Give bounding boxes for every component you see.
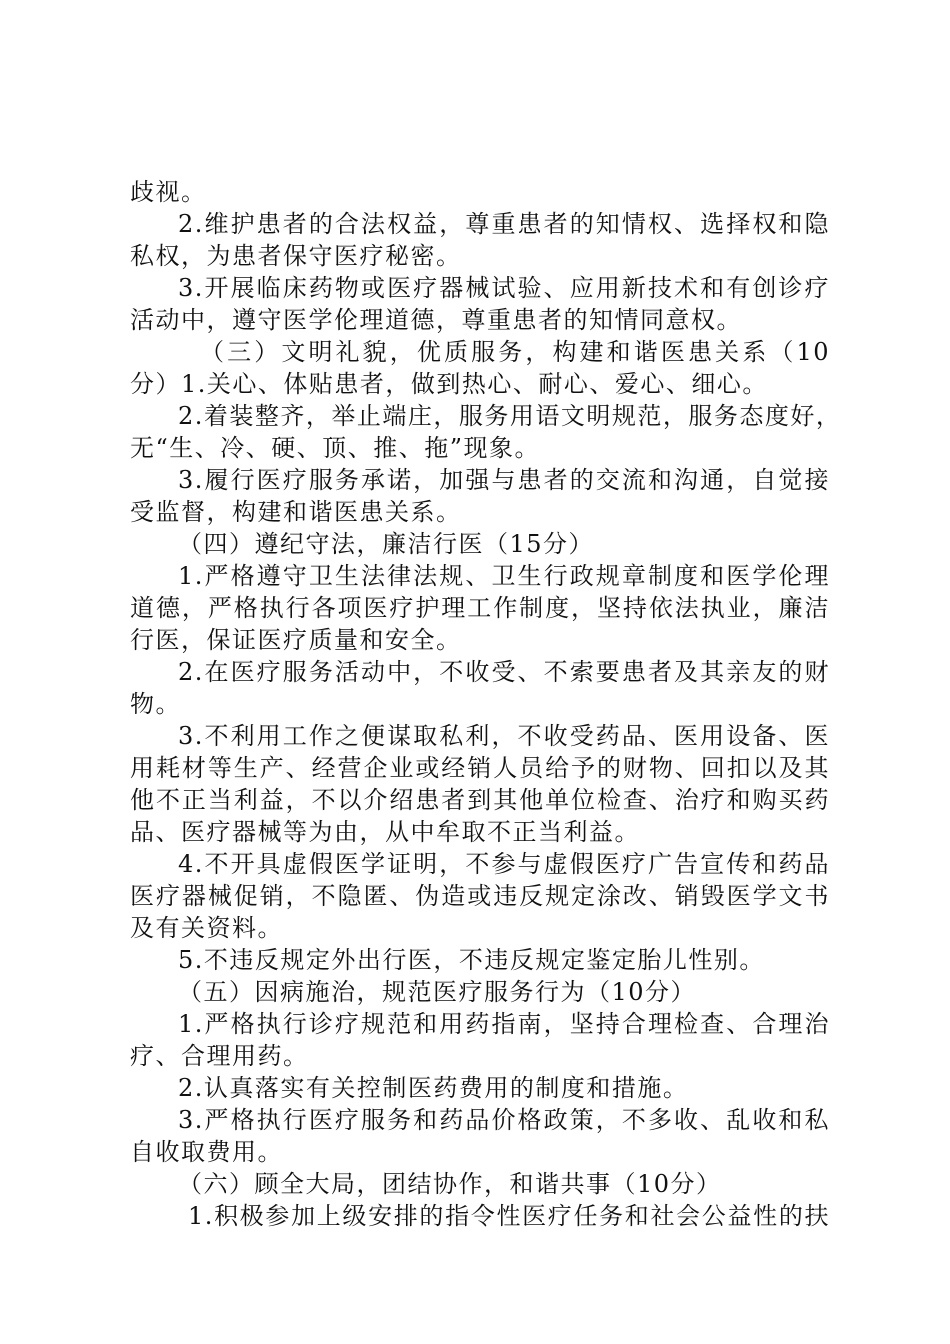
text-line: 自收取费用。	[130, 1138, 283, 1166]
text-line: 分）1.关心、体贴患者，做到热心、耐心、爱心、细心。	[130, 370, 768, 398]
text-line: 1.积极参加上级安排的指令性医疗任务和社会公益性的扶	[188, 1202, 830, 1230]
text-line: 及有关资料。	[130, 914, 283, 942]
text-line: 他不正当利益，不以介绍患者到其他单位检查、治疗和购买药	[130, 786, 830, 814]
text-line: 行医，保证医疗质量和安全。	[130, 626, 462, 654]
text-line: 道德，严格执行各项医疗护理工作制度，坚持依法执业，廉洁	[130, 594, 830, 622]
text-line: 3.履行医疗服务承诺，加强与患者的交流和沟通，自觉接	[178, 466, 830, 494]
text-line: 5.不违反规定外出行医，不违反规定鉴定胎儿性别。	[178, 946, 765, 974]
text-line: 用耗材等生产、经营企业或经销人员给予的财物、回扣以及其	[130, 754, 830, 782]
text-line: 3.不利用工作之便谋取私利，不收受药品、医用设备、医	[178, 722, 830, 750]
text-line: 私权，为患者保守医疗秘密。	[130, 242, 462, 270]
text-line: 4.不开具虚假医学证明，不参与虚假医疗广告宣传和药品	[178, 850, 830, 878]
text-line: 2.维护患者的合法权益，尊重患者的知情权、选择权和隐	[178, 210, 830, 238]
text-line: 3.严格执行医疗服务和药品价格政策，不多收、乱收和私	[178, 1106, 830, 1134]
text-line: 1.严格执行诊疗规范和用药指南，坚持合理检查、合理治	[178, 1010, 830, 1038]
text-line: 受监督，构建和谐医患关系。	[130, 498, 462, 526]
text-line: 2.着装整齐，举止端庄，服务用语文明规范，服务态度好，	[178, 402, 842, 430]
section-heading: （三）文明礼貌，优质服务，构建和谐医患关系（10	[200, 338, 830, 366]
text-line: 物。	[130, 690, 181, 718]
text-line: 品、医疗器械等为由，从中牟取不正当利益。	[130, 818, 640, 846]
text-line: 无“生、冷、硬、顶、推、拖”现象。	[130, 434, 541, 462]
section-heading: （四）遵纪守法，廉洁行医（15分）	[178, 530, 595, 558]
text-line: 疗、合理用药。	[130, 1042, 309, 1070]
text-line: 歧视。	[130, 178, 207, 206]
section-heading: （五）因病施治，规范医疗服务行为（10分）	[178, 978, 697, 1006]
text-line: 2.认真落实有关控制医药费用的制度和措施。	[178, 1074, 689, 1102]
text-line: 3.开展临床药物或医疗器械试验、应用新技术和有创诊疗	[178, 274, 830, 302]
text-line: 活动中，遵守医学伦理道德，尊重患者的知情同意权。	[130, 306, 742, 334]
section-heading: （六）顾全大局，团结协作，和谐共事（10分）	[178, 1170, 722, 1198]
text-line: 2.在医疗服务活动中，不收受、不索要患者及其亲友的财	[178, 658, 830, 686]
text-line: 1.严格遵守卫生法律法规、卫生行政规章制度和医学伦理	[178, 562, 830, 590]
text-line: 医疗器械促销，不隐匿、伪造或违反规定涂改、销毁医学文书	[130, 882, 830, 910]
